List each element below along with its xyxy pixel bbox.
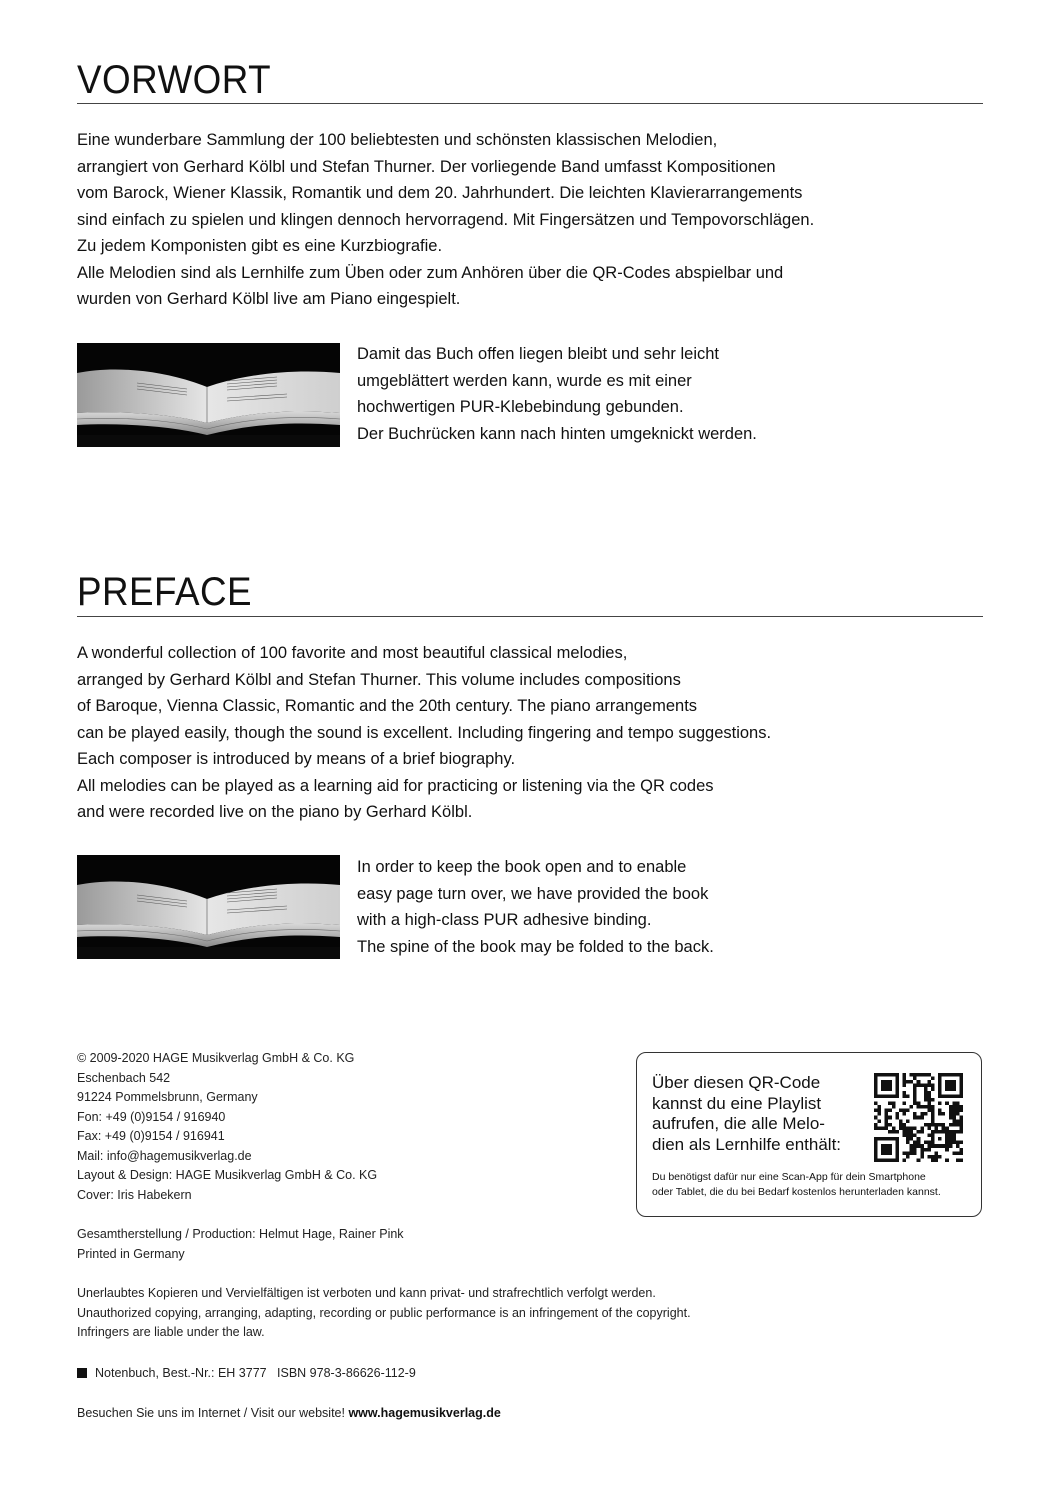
text-line: Unerlaubtes Kopieren und Vervielfältigen ist verboten und kann privat- und strafrechtlich verfolgt werden. <box>77 1286 656 1300</box>
production-credits <box>77 1225 404 1264</box>
text-line: vom Barock, Wiener Klassik, Romantik und dem 20. Jahrhundert. Die leichten Klavierarrangements <box>77 184 803 202</box>
preface-binding-text <box>357 854 714 960</box>
preface-paragraph <box>77 640 857 826</box>
text-line: dien als Lernhilfe enthält: <box>652 1134 842 1154</box>
text-line: Printed in Germany <box>77 1246 185 1261</box>
text-line: kannst du eine Playlist <box>652 1093 822 1113</box>
website-link[interactable]: www.hagemusikverlag.de <box>348 1406 501 1420</box>
square-bullet-icon <box>77 1368 87 1378</box>
text-line: sind einfach zu spielen und klingen dennoch hervorragend. Mit Fingersätzen und Tempovorschlägen. <box>77 210 815 229</box>
qr-scan-note <box>652 1170 941 1200</box>
vorwort-title: VORWORT <box>77 58 272 102</box>
text-line: © 2009-2020 HAGE Musikverlag GmbH & Co. KG <box>77 1051 355 1065</box>
order-number-text: Notenbuch, Best.-Nr.: EH 3777 ISBN 978-3-86626-112-9 <box>95 1366 416 1380</box>
text-line: Damit das Buch offen liegen bleibt und sehr leicht <box>357 345 720 363</box>
text-line: with a high-class PUR adhesive binding. <box>357 911 652 929</box>
qr-code-icon[interactable] <box>874 1073 963 1162</box>
text-line: wurden von Gerhard Kölbl live am Piano eingespielt. <box>77 290 461 308</box>
qr-info-box <box>636 1052 982 1217</box>
vorwort-paragraph <box>77 127 857 313</box>
text-line: easy page turn over, we have provided the book <box>357 884 709 903</box>
mail-link[interactable]: Mail: info@hagemusikverlag.de <box>77 1148 252 1163</box>
order-number <box>77 1366 416 1380</box>
text-line: Layout & Design: HAGE Musikverlag GmbH & Co. KG <box>77 1168 378 1182</box>
website-line <box>77 1406 501 1420</box>
text-line: A wonderful collection of 100 favorite and most beautiful classical melodies, <box>77 644 628 662</box>
text-line: Zu jedem Komponisten gibt es eine Kurzbiografie. <box>77 237 443 255</box>
text-line: All melodies can be played as a learning aid for practicing or listening via the QR codes <box>77 776 714 795</box>
text-line: hochwertigen PUR-Klebebindung gebunden. <box>357 398 684 416</box>
vorwort-binding-text <box>357 341 757 447</box>
text-line: Cover: Iris Habekern <box>77 1187 192 1202</box>
preface-divider <box>77 616 983 617</box>
text-line: Gesamtherstellung / Production: Helmut Hage, Rainer Pink <box>77 1227 404 1241</box>
text-line: Du benötigst dafür nur eine Scan-App für dein Smartphone <box>652 1171 926 1183</box>
text-line: Der Buchrücken kann nach hinten umgeknickt werden. <box>357 424 757 443</box>
text-line: umgeblättert werden kann, wurde es mit einer <box>357 371 692 390</box>
preface-title: PREFACE <box>77 570 253 614</box>
text-line: The spine of the book may be folded to the back. <box>357 937 714 956</box>
text-line: and were recorded live on the piano by Gerhard Kölbl. <box>77 803 473 821</box>
text-line: oder Tablet, die du bei Bedarf kostenlos herunterladen kannst. <box>652 1186 941 1198</box>
text-line: Fax: +49 (0)9154 / 916941 <box>77 1129 225 1143</box>
text-line: Eschenbach 542 <box>77 1070 171 1085</box>
vorwort-divider <box>77 103 983 104</box>
text-line: Fon: +49 (0)9154 / 916940 <box>77 1109 226 1124</box>
text-line: arranged by Gerhard Kölbl and Stefan Thurner. This volume includes compositions <box>77 670 681 689</box>
visit-prefix: Besuchen Sie uns im Internet / Visit our website! <box>77 1406 345 1420</box>
text-line: In order to keep the book open and to enable <box>357 858 687 876</box>
open-book-photo <box>77 343 340 447</box>
copyright-notice <box>77 1284 691 1343</box>
text-line: Each composer is introduced by means of a brief biography. <box>77 750 516 768</box>
text-line: Infringers are liable under the law. <box>77 1325 265 1339</box>
qr-description <box>652 1073 841 1155</box>
text-line: Eine wunderbare Sammlung der 100 beliebtesten und schönsten klassischen Melodien, <box>77 131 718 149</box>
publisher-imprint <box>77 1049 377 1205</box>
text-line: of Baroque, Vienna Classic, Romantic and the 20th century. The piano arrangements <box>77 697 698 715</box>
text-line: arrangiert von Gerhard Kölbl und Stefan Thurner. Der vorliegende Band umfasst Kompositionen <box>77 157 776 176</box>
text-line: Über diesen QR-Code <box>652 1073 821 1092</box>
text-line: aufrufen, die alle Melo- <box>652 1114 825 1133</box>
open-book-photo <box>77 855 340 959</box>
text-line: can be played easily, though the sound is excellent. Including fingering and tempo suggestions. <box>77 723 772 742</box>
text-line: Unauthorized copying, arranging, adapting, recording or public performance is an infringement of the copyright. <box>77 1305 691 1320</box>
text-line: 91224 Pommelsbrunn, Germany <box>77 1090 258 1104</box>
text-line: Alle Melodien sind als Lernhilfe zum Üben oder zum Anhören über die QR-Codes abspielbar und <box>77 263 784 282</box>
